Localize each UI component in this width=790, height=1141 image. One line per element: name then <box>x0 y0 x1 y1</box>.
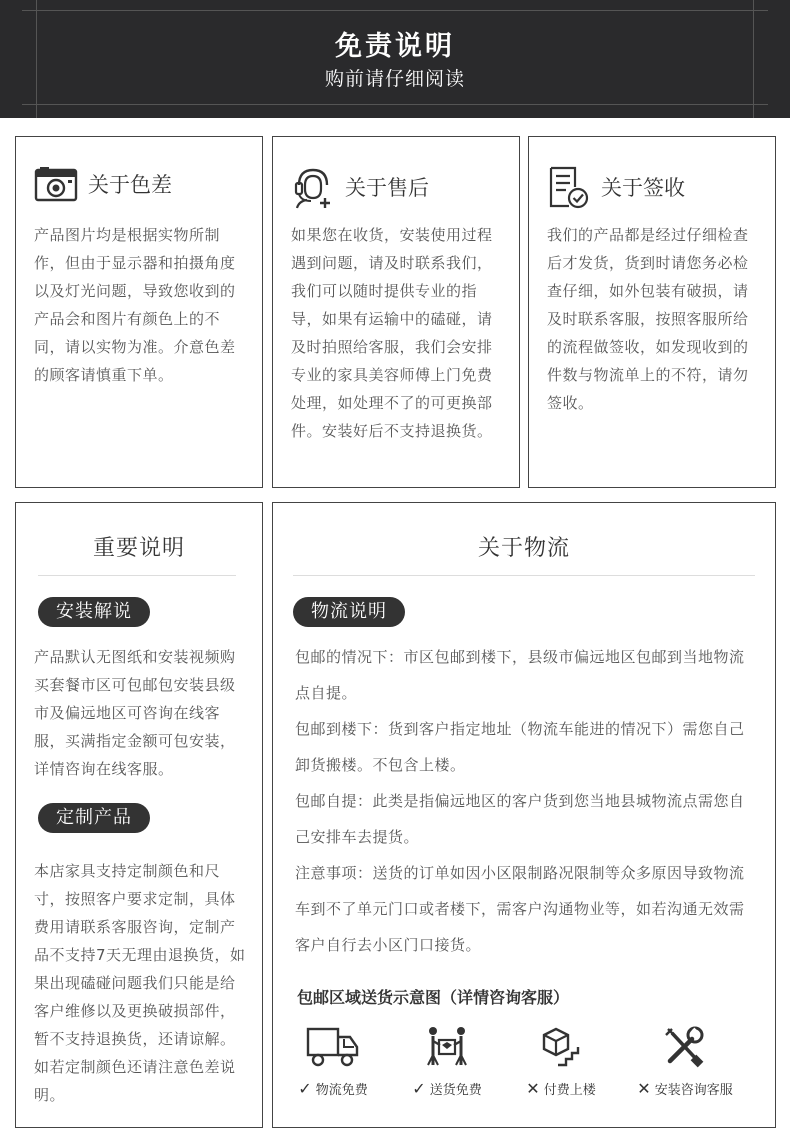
section-divider <box>293 575 755 576</box>
service-caption <box>387 1079 507 1098</box>
service-item <box>625 1025 745 1098</box>
card-header <box>291 165 429 209</box>
logistics-badge: 物流说明 <box>293 597 405 627</box>
custom-badge: 定制产品 <box>38 803 150 833</box>
service-item <box>501 1025 621 1098</box>
install-text: 产品默认无图纸和安装视频购买套餐市区可包邮包安装县级市及偏远地区可咨询在线客服，买满指定金额可包安装，详情咨询在线客服。 <box>34 648 236 778</box>
header-frame-line <box>22 10 768 11</box>
card-text: 我们的产品都是经过仔细检查后才发货，货到时请您务必检查仔细，如外包装有破损，请及时联系客服，按照客服所给的流程做签收，如发现收到的件数与物流单上的不符，请勿签收。 <box>547 226 749 412</box>
service-label: 送货免费 <box>429 1083 482 1098</box>
card-title: 关于售后 <box>345 176 429 200</box>
service-icons-row <box>273 1025 775 1115</box>
delivery-person-icon <box>387 1025 507 1069</box>
section-divider <box>38 575 236 576</box>
delivery-map-title: 包邮区域送货示意图（详情咨询客服） <box>297 988 570 1007</box>
card-text: 产品图片均是根据实物所制作，但由于显示器和拍摄角度以及灯光问题，导致您收到的产品会和图片有颜色上的不同，请以实物为准。介意色差的顾客请慎重下单。 <box>34 226 236 384</box>
sign-document-icon <box>547 165 591 209</box>
truck-icon <box>273 1025 393 1069</box>
box-stairs-icon <box>501 1025 621 1069</box>
service-item <box>273 1025 393 1098</box>
card-text: 如果您在收货，安装使用过程遇到问题，请及时联系我们，我们可以随时提供专业的指导，如果有运输中的磕碰，请及时拍照给客服，我们会安排专业的家具美容师傅上门免费处理，如处理不了的可更换部件。安装好后不支持退换货。 <box>291 226 493 440</box>
section-title: 关于物流 <box>477 536 570 561</box>
logistics-paragraph: 注意事项：送货的订单如因小区限制路况限制等众多原因导致物流车到不了单元门口或者楼下，需客户沟通物业等，如若沟通无效需客户自行去小区门口接货。 <box>295 864 745 954</box>
logistics-section <box>272 502 776 1128</box>
cross-icon: ✕ <box>526 1079 540 1098</box>
card-header <box>547 165 685 209</box>
header-banner <box>0 0 790 118</box>
service-item <box>387 1025 507 1098</box>
logistics-paragraph: 包邮到楼下：货到客户指定地址（物流车能进的情况下）需您自己卸货搬楼。不包含上楼。 <box>295 720 745 774</box>
card-title: 关于签收 <box>601 176 685 200</box>
section-title: 重要说明 <box>92 536 185 561</box>
service-label: 付费上楼 <box>543 1083 596 1098</box>
check-icon: ✓ <box>412 1079 426 1098</box>
service-caption <box>273 1079 393 1098</box>
card-title: 关于色差 <box>88 173 172 197</box>
service-caption <box>625 1079 745 1098</box>
check-icon: ✓ <box>298 1079 312 1098</box>
card-after-sales <box>272 136 520 488</box>
customer-service-icon <box>291 165 335 209</box>
service-label: 物流免费 <box>315 1083 368 1098</box>
service-label: 安装咨询客服 <box>654 1083 733 1098</box>
page-title: 免责说明 <box>335 31 455 62</box>
custom-text: 本店家具支持定制颜色和尺寸，按照客户要求定制，具体费用请联系客服咨询，定制产品不支持7天无理由退换货，如果出现磕碰问题我们只能是给客户维修以及更换破损部件，暂不支持退换货，还请谅解。如若定制颜色还请注意色差说明。 <box>34 862 246 1104</box>
camera-icon <box>34 165 78 203</box>
card-color-difference <box>15 136 263 488</box>
service-caption <box>501 1079 621 1098</box>
header-frame-line <box>22 104 768 105</box>
page-subtitle: 购前请仔细阅读 <box>324 68 465 90</box>
cross-icon: ✕ <box>637 1079 651 1098</box>
card-sign-receipt <box>528 136 776 488</box>
logistics-paragraph: 包邮的情况下：市区包邮到楼下，县级市偏远地区包邮到当地物流点自提。 <box>295 648 745 702</box>
logistics-paragraph: 包邮自提：此类是指偏远地区的客户货到您当地县城物流点需您自己安排车去提货。 <box>295 792 745 846</box>
card-header <box>34 165 172 203</box>
important-section <box>15 502 263 1128</box>
tools-icon <box>625 1025 745 1069</box>
install-badge: 安装解说 <box>38 597 150 627</box>
